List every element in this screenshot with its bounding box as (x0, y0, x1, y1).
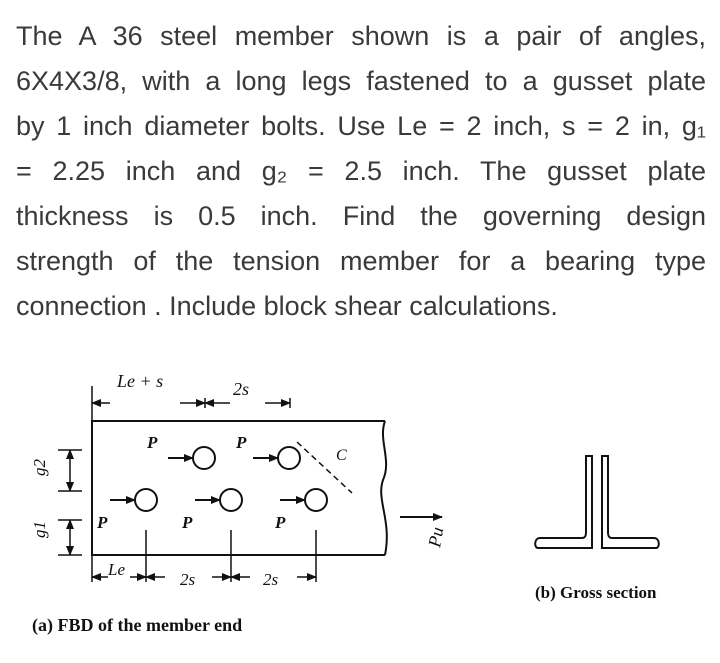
dim-le: Le (108, 560, 125, 579)
gauge-dimension (58, 450, 82, 555)
top-dimension (92, 386, 290, 421)
bolt-hole (193, 447, 215, 469)
caption-fbd: (a) FBD of the member end (32, 615, 243, 635)
applied-load-label: Pu (424, 525, 448, 549)
problem-line: connection . Include block shear calculations. (16, 291, 558, 321)
bolt-hole (220, 489, 242, 511)
load-p-label: P (182, 513, 193, 532)
problem-line: The A 36 steel member shown is a pair of angles, (16, 21, 706, 51)
dim-g2: g2 (30, 459, 49, 476)
dim-2s-bottom-1: 2s (180, 570, 196, 589)
bolt-hole (278, 447, 300, 469)
bolt-hole (305, 489, 327, 511)
problem-line: = 2.25 inch and g₂ = 2.5 inch. The gusset plate (16, 156, 706, 186)
cut-label-c: C (336, 447, 347, 464)
problem-line: 6X4X3/8, with a long legs fastened to a gusset plate (16, 66, 706, 96)
load-p-label: P (275, 513, 286, 532)
bolt-hole (135, 489, 157, 511)
load-p-label: P (147, 433, 158, 452)
dim-2s-top: 2s (233, 379, 250, 399)
dim-le-plus-s: Le + s (117, 371, 164, 391)
caption-gross-section: (b) Gross section (535, 583, 657, 602)
double-angle-section (535, 456, 659, 548)
load-p-label: P (97, 513, 108, 532)
load-p-label: P (236, 433, 247, 452)
problem-line: by 1 inch diameter bolts. Use Le = 2 inch, s = 2 in, g₁ (16, 111, 706, 141)
dim-g1: g1 (30, 521, 49, 538)
problem-line: thickness is 0.5 inch. Find the governing design (16, 201, 706, 231)
upper-bolt-row (193, 447, 300, 469)
bolt-force-labels (96, 433, 286, 532)
problem-line: strength of the tension member for a bearing type (16, 246, 706, 276)
dim-2s-bottom-2: 2s (263, 570, 279, 589)
